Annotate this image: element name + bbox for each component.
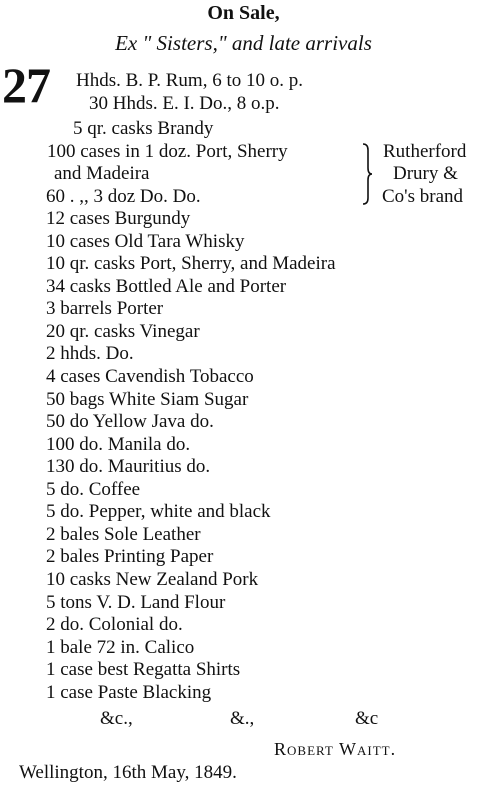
list-item: 130 do. Mauritius do.	[46, 456, 211, 477]
list-item: 10 cases Old Tara Whisky	[46, 231, 245, 252]
brand-note-line: Drury &	[393, 163, 458, 184]
list-item: 50 do Yellow Java do.	[46, 411, 214, 432]
brace-symbol	[361, 142, 373, 206]
list-item: 34 casks Bottled Ale and Porter	[46, 276, 287, 297]
ad-subtitle: Ex " Sisters," and late arrivals	[115, 31, 372, 55]
list-item: 10 qr. casks Port, Sherry, and Madeira	[46, 253, 336, 274]
list-item: 2 do. Colonial do.	[46, 614, 183, 635]
list-item: 20 qr. casks Vinegar	[46, 321, 200, 342]
signature: Robert Waitt.	[274, 739, 397, 759]
lead-number: 27	[2, 57, 50, 113]
list-item: 5 tons V. D. Land Flour	[46, 592, 226, 613]
list-item: 5 do. Coffee	[46, 479, 141, 500]
list-item: and Madeira	[54, 163, 150, 184]
etc-mark: &c.,	[100, 708, 133, 729]
list-item: 3 barrels Porter	[46, 298, 164, 319]
list-item: 4 cases Cavendish Tobacco	[46, 366, 254, 387]
list-item: 50 bags White Siam Sugar	[46, 389, 249, 410]
list-item: 5 qr. casks Brandy	[73, 118, 214, 139]
list-item: 2 hhds. Do.	[46, 343, 134, 364]
brand-note-line: Co's brand	[382, 186, 464, 207]
list-item: 2 bales Sole Leather	[46, 524, 201, 545]
list-item: 100 cases in 1 doz. Port, Sherry	[47, 141, 288, 162]
list-item: 5 do. Pepper, white and black	[46, 501, 271, 522]
etc-mark: &c	[355, 708, 379, 729]
ad-title: On Sale,	[207, 2, 280, 24]
list-item: 12 cases Burgundy	[46, 208, 191, 229]
etc-mark: &.,	[230, 708, 255, 729]
list-item: Hhds. B. P. Rum, 6 to 10 o. p.	[76, 70, 303, 91]
list-item: 1 case Paste Blacking	[46, 682, 212, 703]
list-item: 2 bales Printing Paper	[46, 546, 214, 567]
brand-note-line: Rutherford	[383, 141, 467, 162]
list-item: 1 case best Regatta Shirts	[46, 659, 241, 680]
list-item: 60 . ,, 3 doz Do. Do.	[46, 186, 201, 207]
list-item: 30 Hhds. E. I. Do., 8 o.p.	[89, 93, 280, 114]
list-item: 10 casks New Zealand Pork	[46, 569, 259, 590]
list-item: 100 do. Manila do.	[46, 434, 191, 455]
list-item: 1 bale 72 in. Calico	[46, 637, 195, 658]
dateline: Wellington, 16th May, 1849.	[19, 762, 237, 783]
